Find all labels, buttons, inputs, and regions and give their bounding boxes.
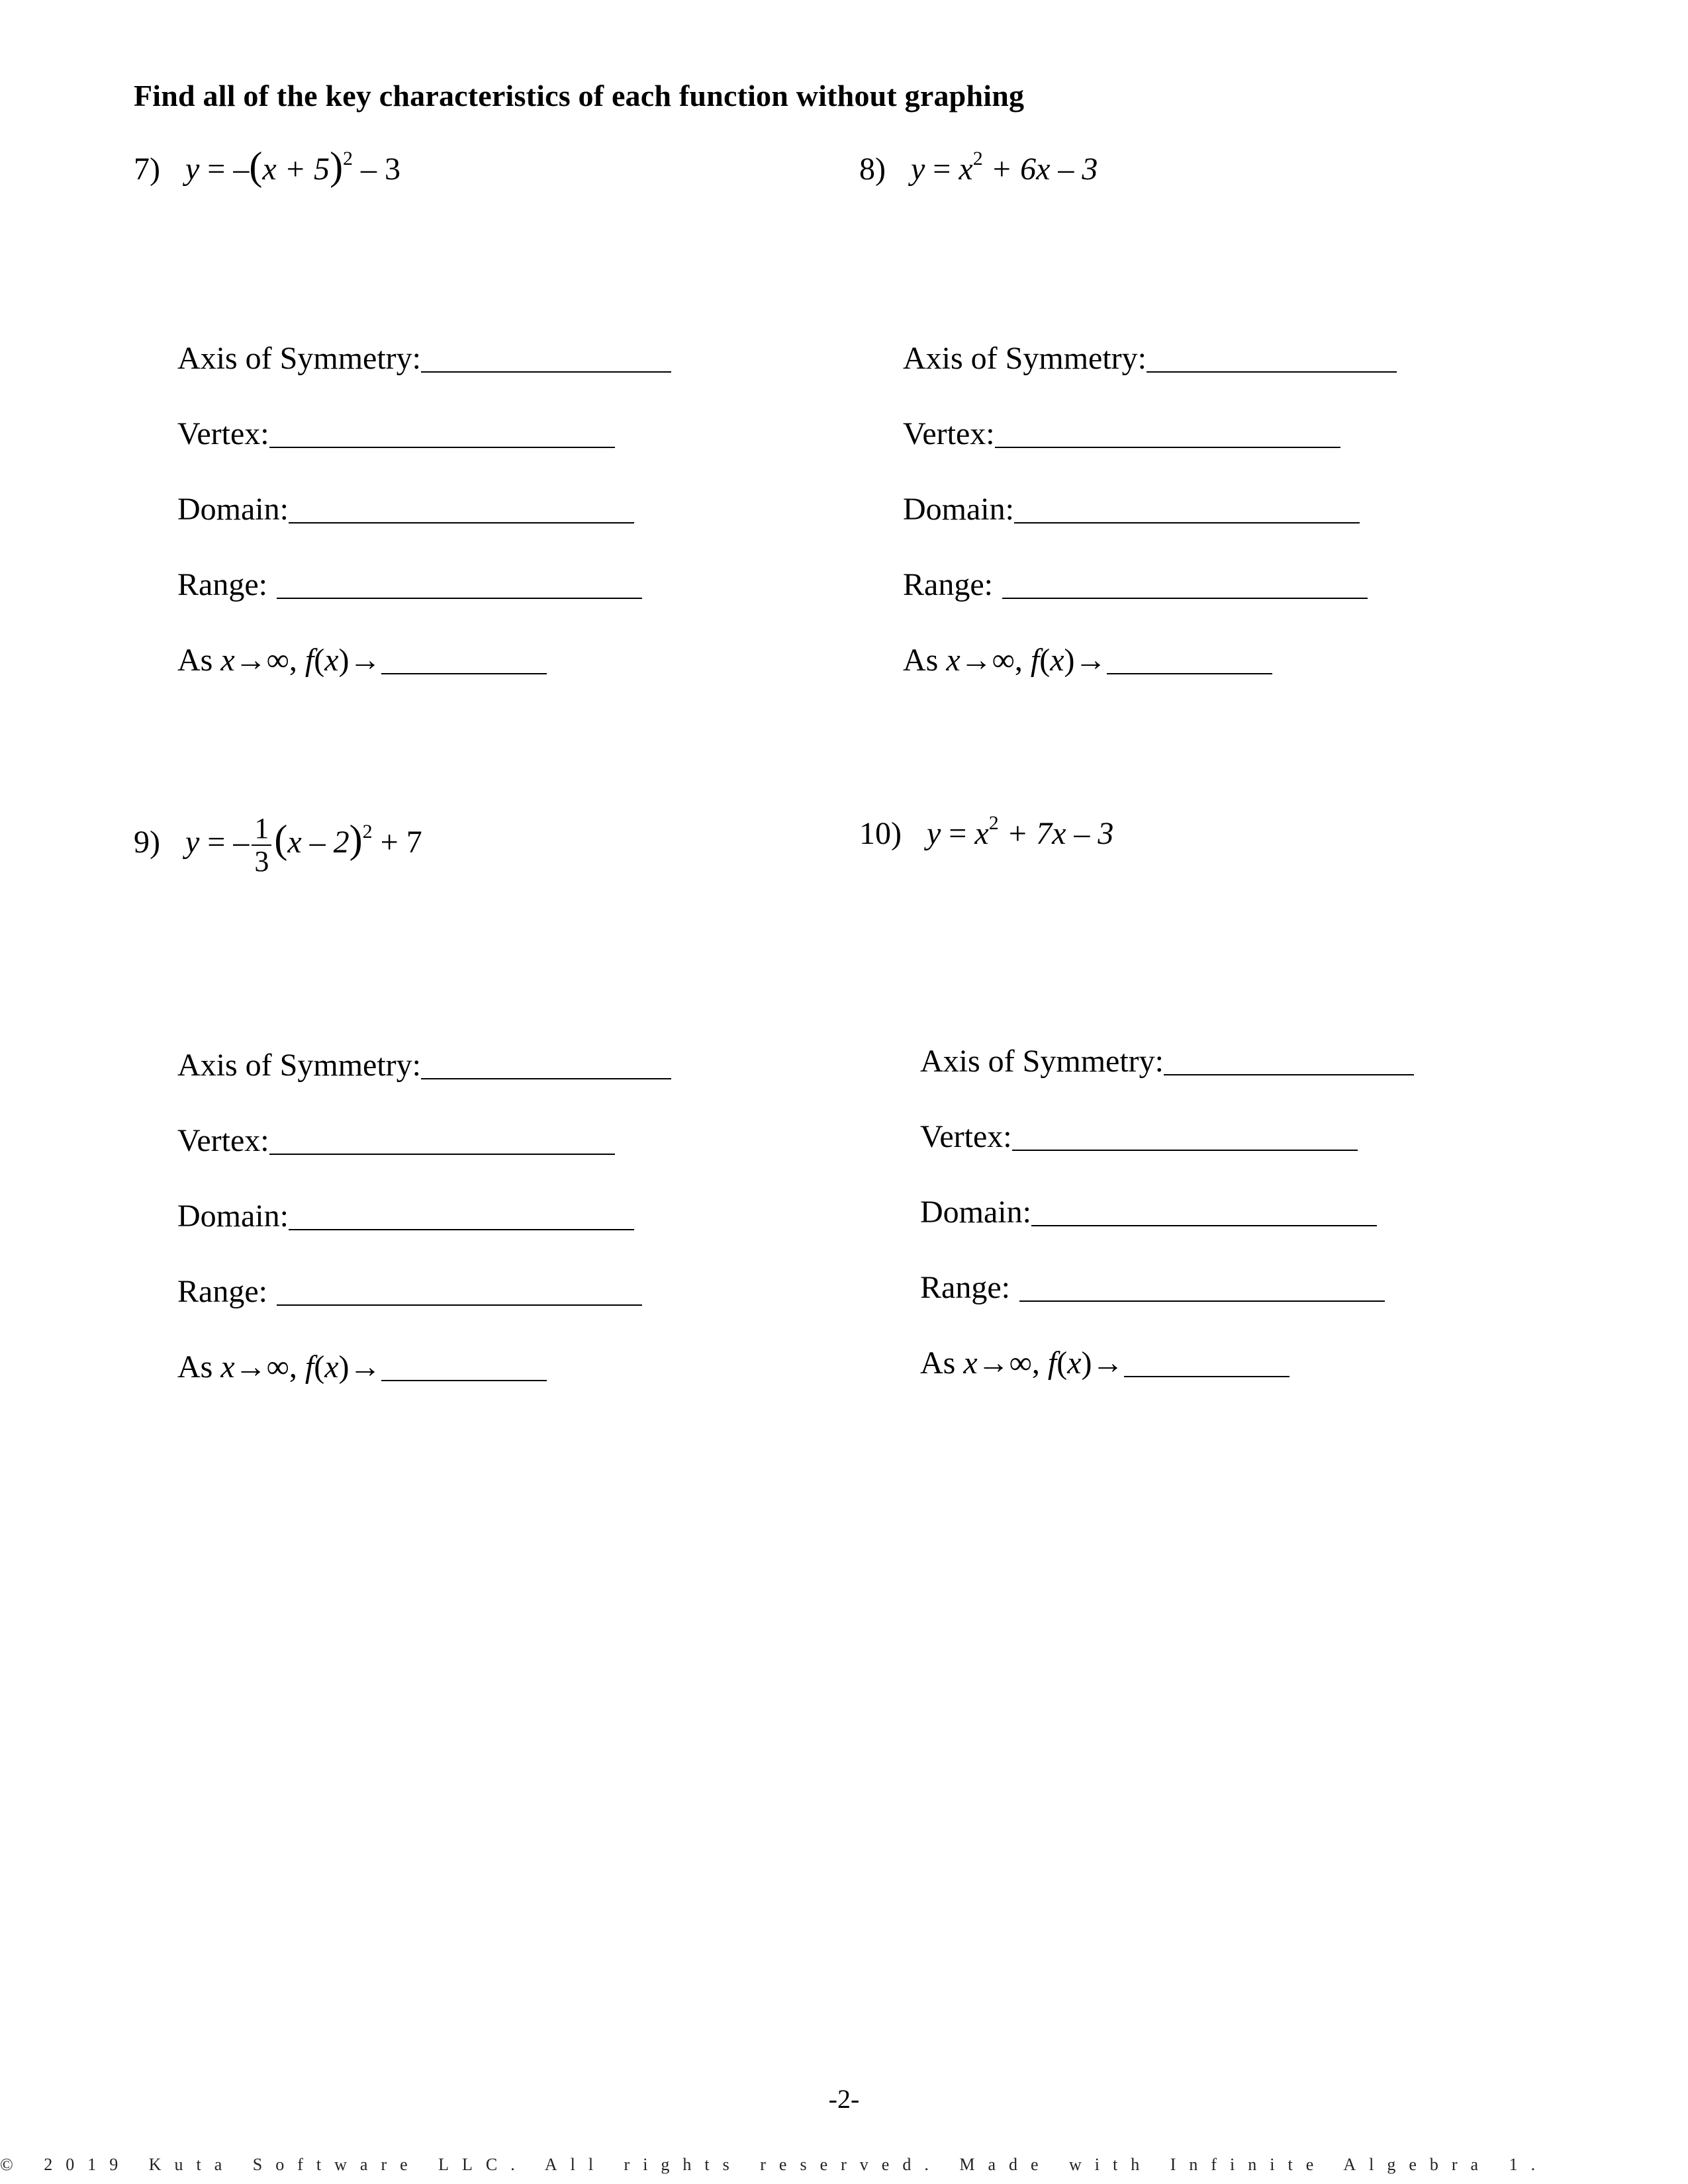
- field-label: Range:: [177, 567, 267, 602]
- end-behavior-field: As x →∞, f ( x ) →: [920, 1345, 1289, 1381]
- instructions: Find all of the key characteristics of each function without graphing: [134, 79, 1025, 113]
- fraction-denominator: 3: [254, 845, 269, 878]
- vertex-field: [177, 416, 615, 452]
- end-behavior-field: As x →∞, f ( x ) →: [903, 642, 1272, 678]
- problem-number: 10): [859, 816, 902, 851]
- fraction-numerator: 1: [252, 814, 271, 846]
- vertex-field: [177, 1122, 615, 1159]
- answer-blank[interactable]: [1012, 1123, 1358, 1151]
- field-label: Vertex:: [903, 416, 995, 451]
- eq-inner: x + 5: [262, 152, 330, 187]
- axis-of-symmetry-field: [177, 1047, 671, 1083]
- eq-close-paren: ): [330, 144, 344, 188]
- domain-field: [177, 491, 634, 527]
- fraction: [252, 814, 271, 876]
- domain-field: [177, 1198, 634, 1234]
- field-label: Axis of Symmetry:: [177, 1048, 421, 1083]
- answer-blank[interactable]: [277, 571, 642, 599]
- eq-exponent: 2: [988, 812, 999, 834]
- end-behavior-field: As x →∞, f ( x ) →: [177, 642, 547, 678]
- problem-10: [859, 812, 1114, 852]
- eq-equals: =: [933, 152, 951, 187]
- range-field: [920, 1269, 1385, 1306]
- eq-equals: =: [949, 816, 967, 851]
- problem-number: 7): [134, 152, 160, 187]
- eq-lhs: y: [185, 825, 200, 860]
- vertex-field: [920, 1118, 1358, 1155]
- vertex-field: [903, 416, 1340, 452]
- field-label: Axis of Symmetry:: [903, 341, 1147, 376]
- field-label: Domain:: [903, 492, 1014, 527]
- field-label: Domain:: [920, 1195, 1031, 1230]
- answer-blank[interactable]: [277, 1278, 642, 1306]
- answer-blank[interactable]: [1164, 1048, 1414, 1075]
- problem-number: 8): [859, 152, 886, 187]
- range-field: [177, 1273, 642, 1310]
- answer-blank[interactable]: [381, 647, 547, 674]
- field-label: Range:: [920, 1270, 1010, 1305]
- axis-of-symmetry-field: [920, 1043, 1414, 1079]
- answer-blank[interactable]: [1124, 1349, 1289, 1377]
- eq-x: x: [959, 152, 973, 187]
- domain-field: [903, 491, 1360, 527]
- eq-tail: + 7x – 3: [1006, 816, 1114, 851]
- problem-8: [859, 148, 1098, 187]
- eq-lhs: y: [185, 152, 200, 187]
- eq-inner: x – 2: [287, 825, 350, 860]
- problem-9: [134, 814, 422, 876]
- as-label: As: [177, 643, 213, 678]
- eq-equals: =: [207, 152, 226, 187]
- eq-sign: –: [233, 152, 250, 187]
- eq-open-paren: (: [274, 817, 288, 862]
- as-label: As: [177, 1349, 213, 1385]
- field-label: Domain:: [177, 492, 289, 527]
- page-number: -2-: [828, 2084, 860, 2114]
- field-label: Vertex:: [920, 1119, 1012, 1154]
- eq-lhs: y: [926, 816, 941, 851]
- answer-blank[interactable]: [269, 420, 615, 448]
- answer-blank[interactable]: [381, 1353, 547, 1381]
- eq-tail: + 6x – 3: [990, 152, 1098, 187]
- eq-equals: = –: [207, 825, 250, 860]
- answer-blank[interactable]: [421, 345, 671, 373]
- answer-blank[interactable]: [269, 1127, 615, 1155]
- copyright-footer: © 2019 Kuta Software LLC. All rights reserved. Made with Infinite Algebra 1.: [0, 2155, 1549, 2174]
- range-field: [177, 567, 642, 603]
- field-label: Range:: [903, 567, 993, 602]
- eq-exponent: 2: [362, 821, 373, 843]
- field-label: Range:: [177, 1274, 267, 1309]
- field-label: Axis of Symmetry:: [177, 341, 421, 376]
- axis-of-symmetry-field: [903, 340, 1397, 377]
- eq-tail: + 7: [380, 825, 422, 860]
- eq-open-paren: (: [249, 144, 263, 188]
- answer-blank[interactable]: [421, 1052, 671, 1079]
- domain-field: [920, 1194, 1377, 1230]
- answer-blank[interactable]: [1107, 647, 1272, 674]
- answer-blank[interactable]: [289, 1203, 634, 1230]
- end-behavior-field: As x →∞, f ( x ) →: [177, 1349, 547, 1385]
- axis-of-symmetry-field: [177, 340, 671, 377]
- field-label: Axis of Symmetry:: [920, 1044, 1164, 1079]
- answer-blank[interactable]: [1014, 496, 1360, 523]
- answer-blank[interactable]: [1147, 345, 1397, 373]
- eq-exponent: 2: [972, 148, 983, 169]
- problem-number: 9): [134, 825, 160, 860]
- eq-x: x: [974, 816, 989, 851]
- field-label: Vertex:: [177, 416, 269, 451]
- range-field: [903, 567, 1368, 603]
- answer-blank[interactable]: [1019, 1274, 1385, 1302]
- answer-blank[interactable]: [289, 496, 634, 523]
- answer-blank[interactable]: [1031, 1199, 1377, 1226]
- field-label: Domain:: [177, 1199, 289, 1234]
- problem-7: [134, 144, 401, 188]
- field-label: Vertex:: [177, 1123, 269, 1158]
- eq-close-paren: ): [349, 817, 363, 862]
- as-label: As: [920, 1345, 956, 1381]
- eq-lhs: y: [910, 152, 925, 187]
- answer-blank[interactable]: [1002, 571, 1368, 599]
- eq-tail: – 3: [361, 152, 401, 187]
- eq-exponent: 2: [343, 148, 353, 169]
- as-label: As: [903, 643, 939, 678]
- answer-blank[interactable]: [995, 420, 1340, 448]
